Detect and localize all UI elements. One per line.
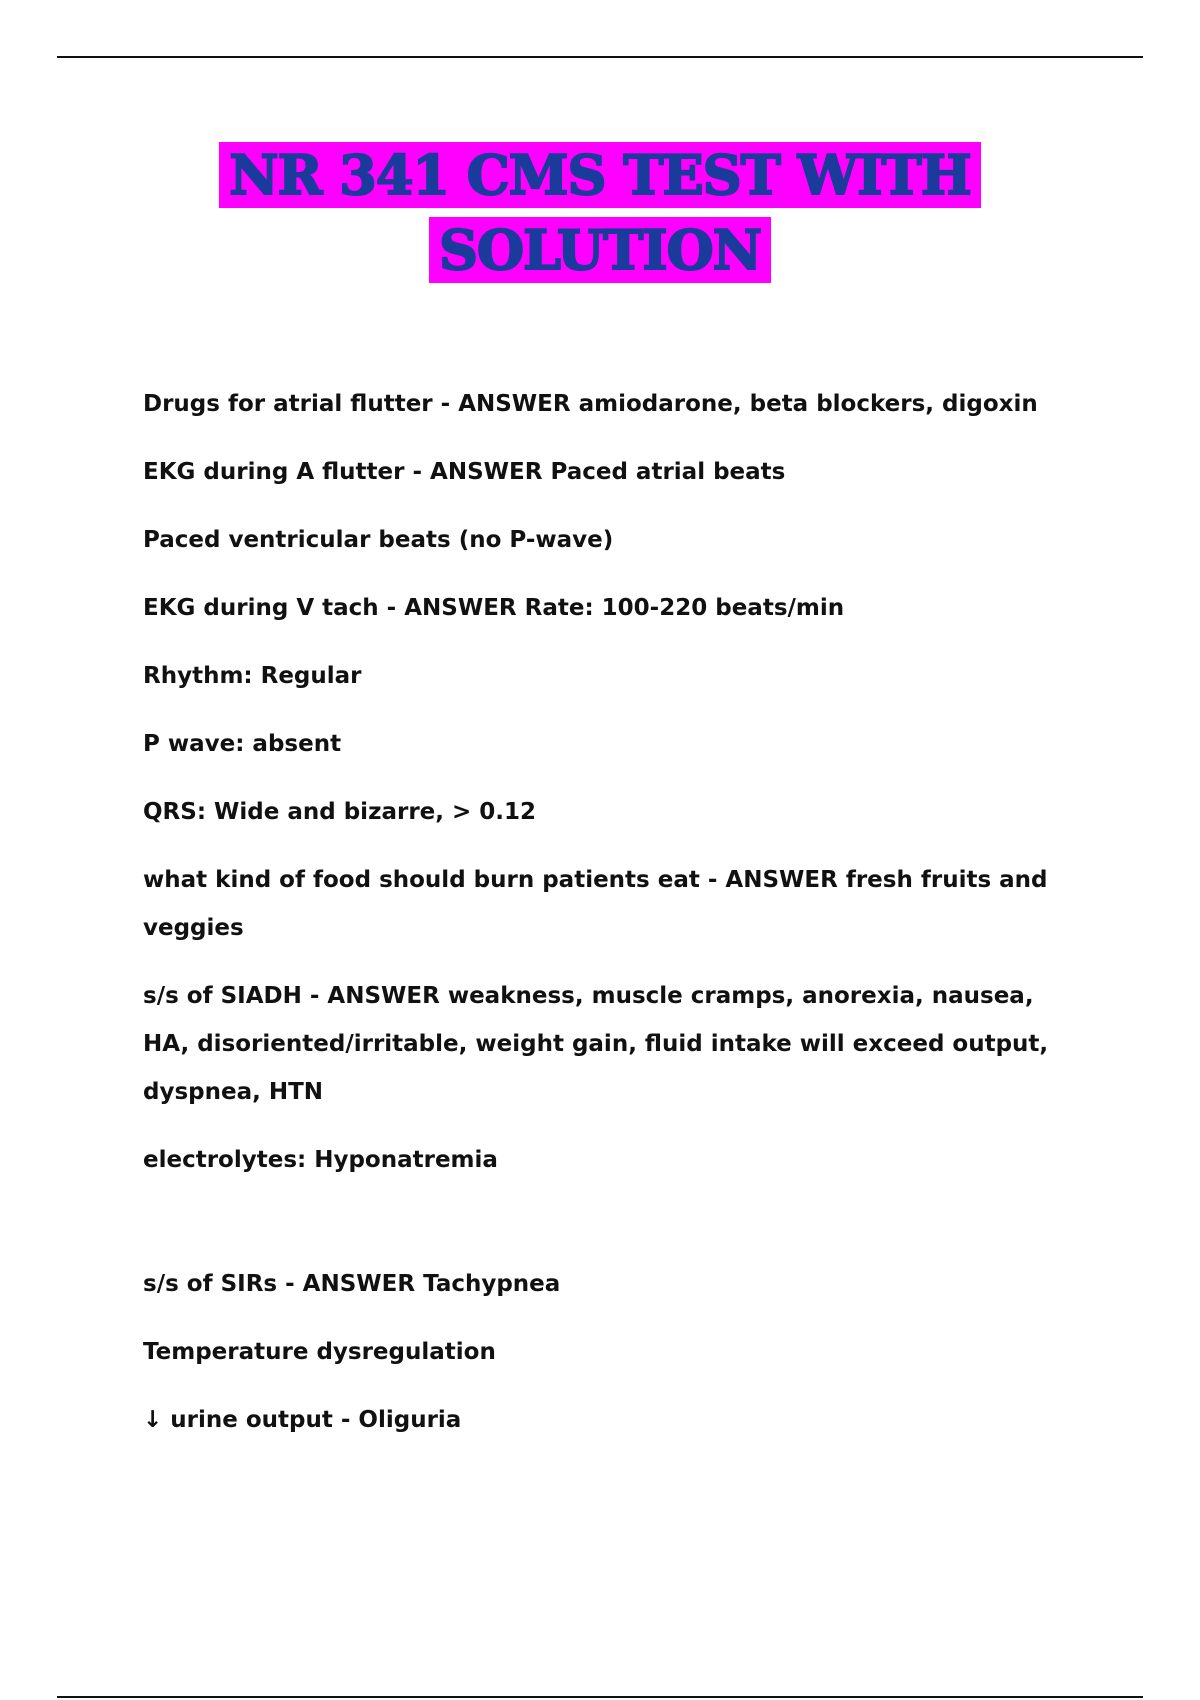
text-line: EKG during V tach - ANSWER Rate: 100-220 beats/min: [143, 595, 845, 621]
title-line-1: NR 341 CMS TEST WITH: [219, 142, 981, 208]
text-line: ↓ urine output - Oliguria: [143, 1407, 462, 1433]
title-line-2: SOLUTION: [429, 217, 771, 283]
text-line: electrolytes: Hyponatremia: [143, 1147, 498, 1173]
text-line: Paced ventricular beats (no P-wave): [143, 527, 614, 553]
top-rule: [57, 56, 1143, 58]
text-line: P wave: absent: [143, 731, 342, 757]
text-line: Drugs for atrial flutter - ANSWER amiodarone, beta blockers, digoxin: [143, 391, 1038, 417]
text-line: what kind of food should burn patients eat - ANSWER fresh fruits and veggies: [143, 867, 1048, 941]
text-line: s/s of SIADH - ANSWER weakness, muscle cramps, anorexia, nausea, HA, disoriented/irritable, weight gain, fluid intake will exceed output, dyspnea, HTN: [143, 983, 1049, 1105]
document-body: [143, 380, 1083, 1464]
text-line: EKG during A flutter - ANSWER Paced atrial beats: [143, 459, 786, 485]
text-line: s/s of SIRs - ANSWER Tachypnea: [143, 1271, 561, 1297]
document-title: [0, 142, 1200, 292]
text-line: QRS: Wide and bizarre, > 0.12: [143, 799, 537, 825]
bottom-rule: [57, 1696, 1143, 1698]
text-line: Rhythm: Regular: [143, 663, 362, 689]
spacer: [143, 1204, 1083, 1260]
text-line: Temperature dysregulation: [143, 1339, 496, 1365]
